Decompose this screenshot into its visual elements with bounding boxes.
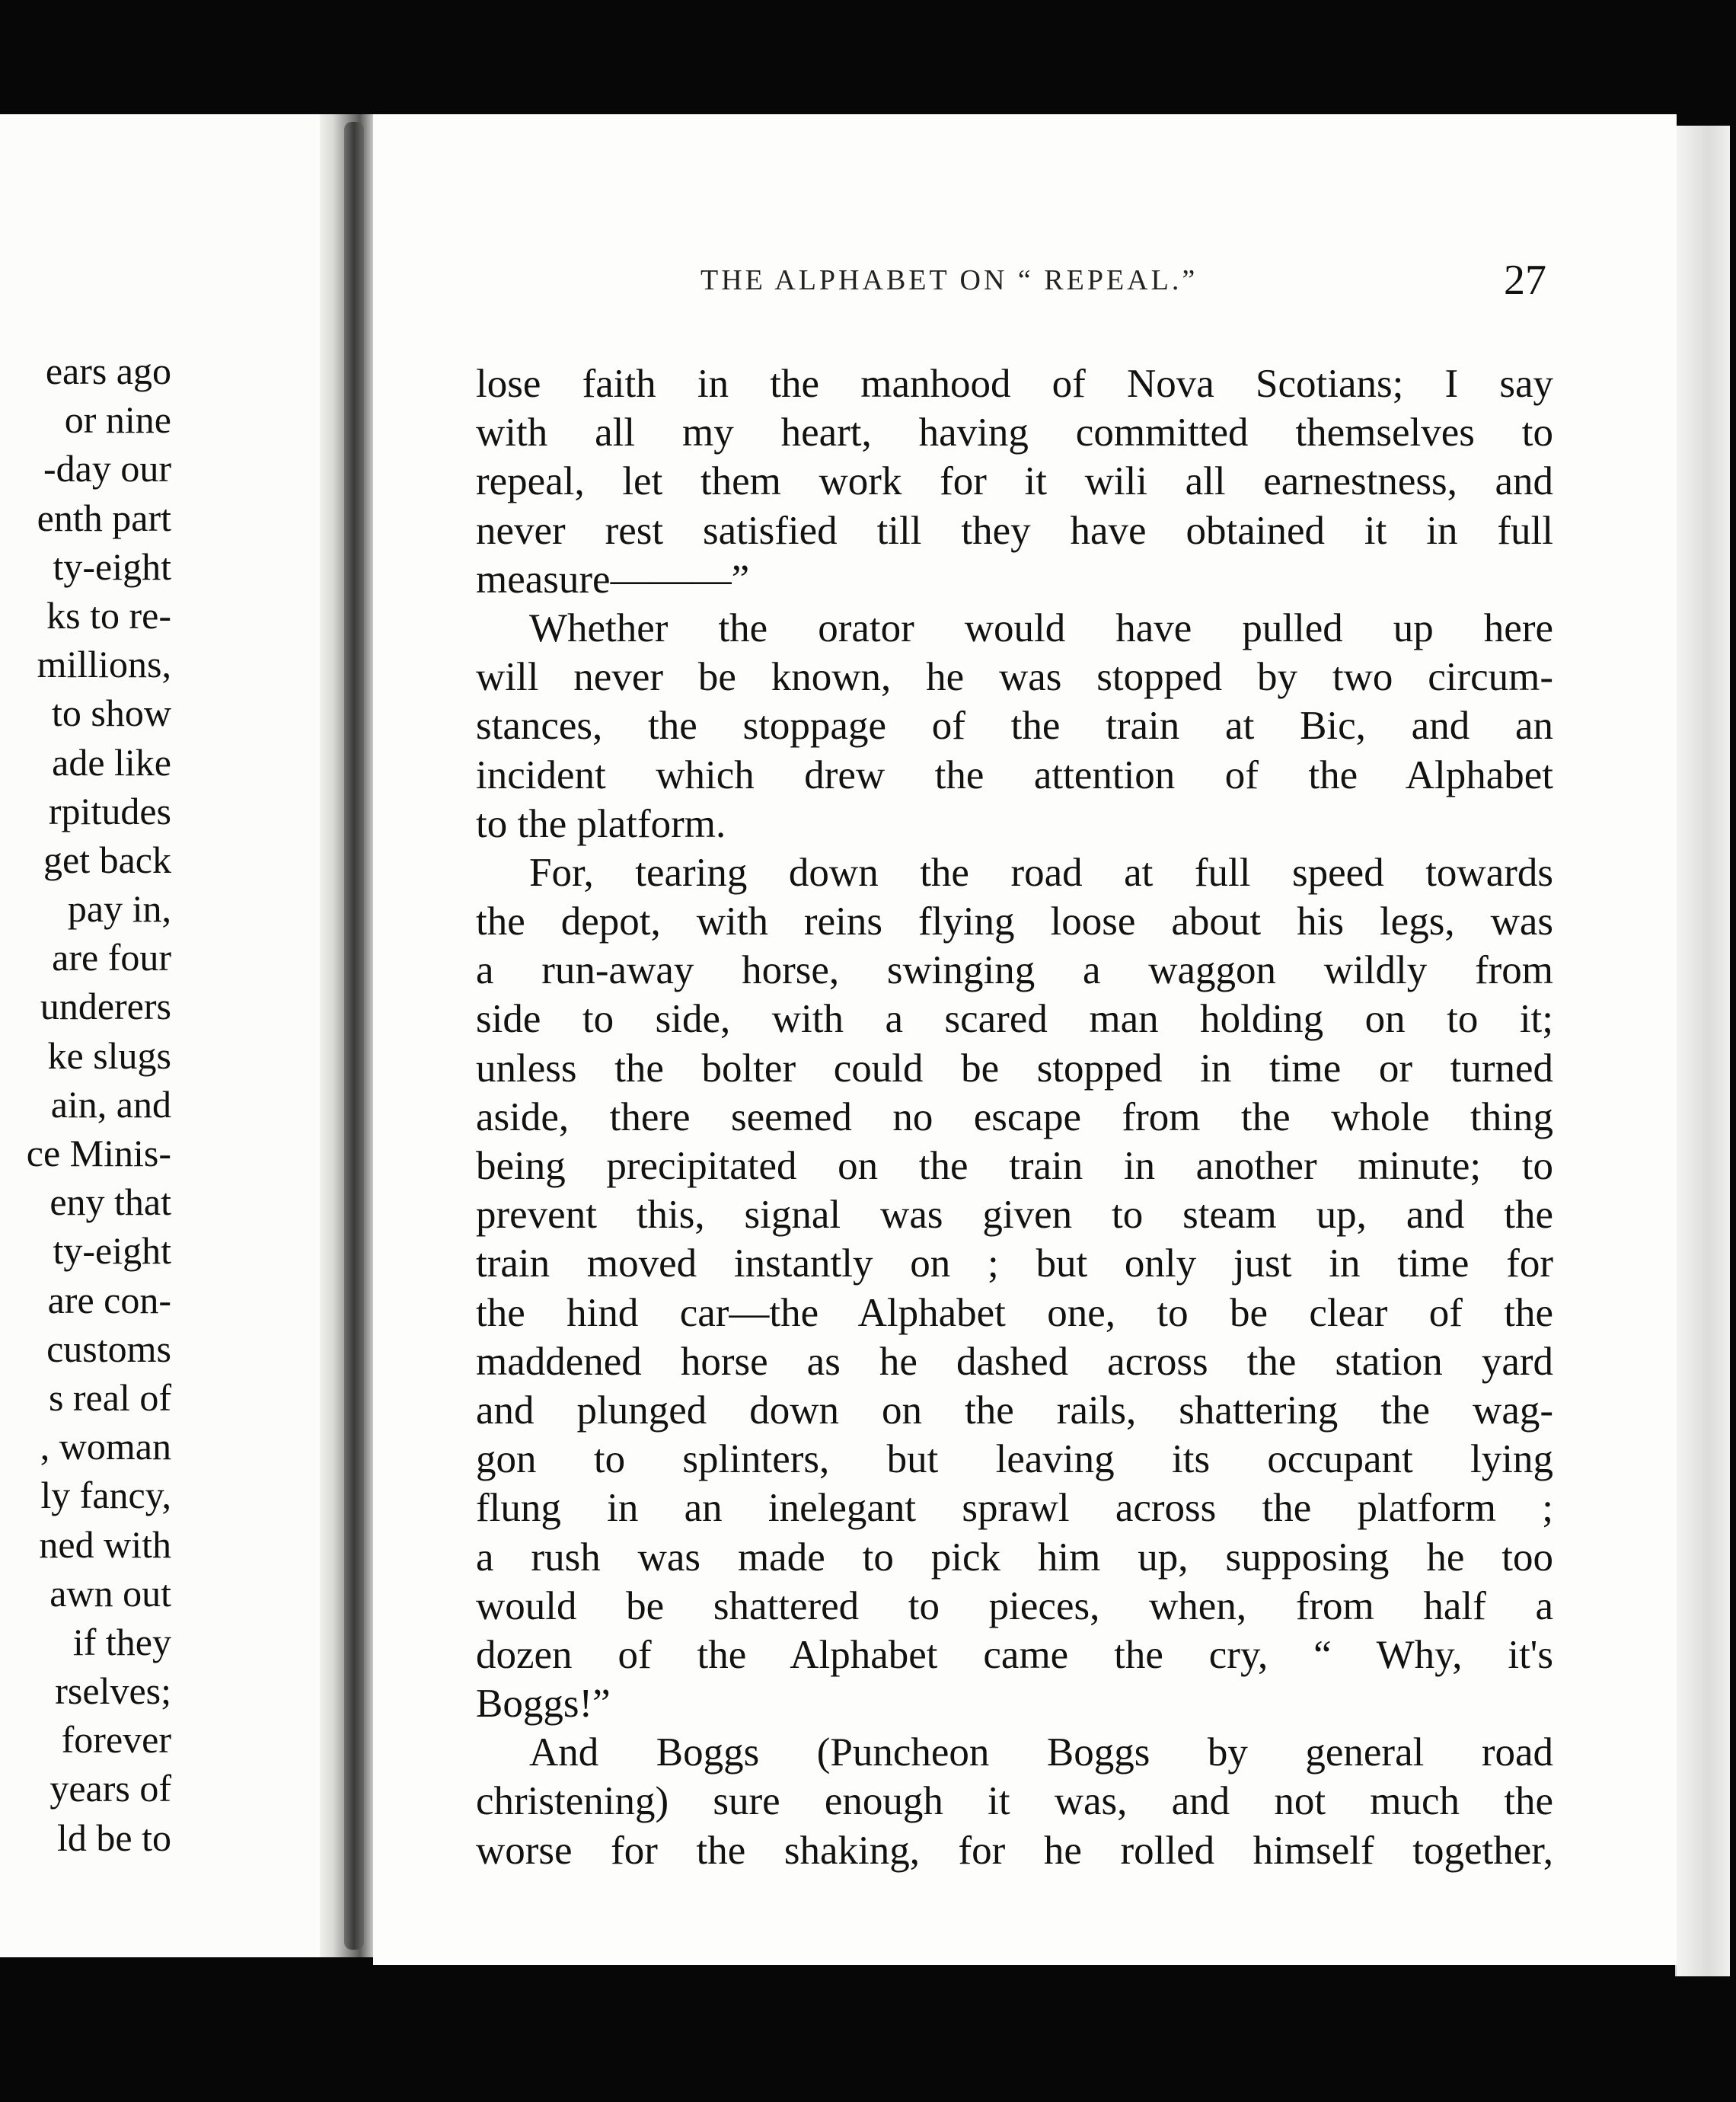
book-gutter: [344, 122, 364, 1950]
text-line: , woman: [40, 1425, 171, 1468]
text-line: ade like: [52, 740, 171, 784]
text-line: underers: [40, 985, 171, 1028]
text-line: a rush was made to pick him up, supposing he too: [476, 1535, 1553, 1580]
text-line: train moved instantly on ; but only just in time for: [476, 1241, 1553, 1286]
page-number: 27: [1504, 257, 1546, 304]
text-line: ty-eight: [53, 545, 171, 588]
text-line: awn out: [49, 1571, 171, 1615]
text-line: prevent this, signal was given to steam up, and the: [476, 1193, 1553, 1238]
text-line: a run-away horse, swinging a waggon wildly from: [476, 948, 1553, 993]
text-line: worse for the shaking, for he rolled himself together,: [476, 1828, 1553, 1873]
text-line: years of: [49, 1767, 171, 1810]
text-line: if they: [72, 1620, 171, 1663]
text-line: dozen of the Alphabet came the cry, “ Why, it's: [476, 1632, 1553, 1677]
text-line: will never be known, he was stopped by two circum-: [476, 655, 1553, 700]
text-line: forever: [61, 1718, 171, 1762]
text-line: rselves;: [55, 1669, 171, 1713]
text-line: the depot, with reins flying loose about his legs, was: [476, 899, 1553, 944]
text-line: gon to splinters, but leaving its occupant lying: [476, 1437, 1553, 1482]
text-line: or nine: [64, 398, 171, 442]
text-line: maddened horse as he dashed across the station yard: [476, 1339, 1553, 1384]
text-line: never rest satisfied till they have obtained it in full: [476, 508, 1553, 553]
text-line: to show: [52, 692, 171, 735]
text-line: customs: [46, 1327, 171, 1370]
text-line: stances, the stoppage of the train at Bic, and an: [476, 704, 1553, 749]
left-page-text: [27, 347, 171, 1862]
text-line: side to side, with a scared man holding on to it;: [476, 997, 1553, 1042]
text-line: repeal, let them work for it wili all earnestness, and: [476, 459, 1553, 504]
text-line: rpitudes: [48, 789, 171, 832]
text-line: ke slugs: [47, 1033, 171, 1077]
text-line: ks to re-: [46, 593, 171, 637]
text-line: being precipitated on the train in another minute; to: [476, 1144, 1553, 1188]
text-line: incident which drew the attention of the Alphabet: [476, 752, 1553, 797]
text-line: are four: [52, 936, 171, 979]
text-line: Whether the orator would have pulled up here: [529, 605, 1553, 650]
text-line: For, tearing down the road at full speed towards: [529, 850, 1553, 895]
text-line: ld be to: [57, 1816, 171, 1859]
running-head: THE ALPHABET ON “ REPEAL.”: [700, 264, 1198, 296]
text-line: with all my heart, having committed themselves to: [476, 410, 1553, 455]
text-line: pay in,: [67, 887, 171, 931]
text-line: lose faith in the manhood of Nova Scotians; I say: [476, 362, 1553, 406]
text-line: aside, there seemed no escape from the whole thing: [476, 1094, 1553, 1139]
text-line: unless the bolter could be stopped in time or turned: [476, 1046, 1553, 1091]
text-line: and plunged down on the rails, shattering the wag-: [476, 1388, 1553, 1433]
text-line: -day our: [43, 447, 171, 490]
text-line: would be shattered to pieces, when, from half a: [476, 1583, 1553, 1628]
text-line: ly fancy,: [40, 1474, 171, 1517]
text-line: Boggs!”: [476, 1682, 611, 1727]
text-line: ain, and: [50, 1082, 171, 1126]
text-line: to the platform.: [476, 801, 726, 846]
text-line: enth part: [37, 496, 171, 539]
text-line: ned with: [39, 1522, 171, 1566]
text-line: are con-: [47, 1278, 171, 1321]
text-line: flung in an inelegant sprawl across the platform ;: [476, 1486, 1553, 1531]
text-line: millions,: [37, 643, 171, 686]
text-line: get back: [43, 838, 171, 881]
text-line: s real of: [48, 1375, 171, 1419]
page-edge: [1675, 126, 1730, 1976]
text-line: ears ago: [45, 350, 171, 392]
left-page-fragment: [0, 114, 320, 1957]
text-line: measure———”: [476, 557, 750, 602]
text-line: the hind car—the Alphabet one, to be clear of the: [476, 1290, 1553, 1335]
text-line: christening) sure enough it was, and not much the: [476, 1779, 1553, 1824]
text-line: ce Minis-: [26, 1132, 171, 1174]
text-line: And Boggs (Puncheon Boggs by general road: [529, 1730, 1553, 1775]
text-line: ty-eight: [53, 1229, 171, 1273]
text-line: eny that: [49, 1180, 171, 1224]
body-text: [476, 359, 1553, 1875]
